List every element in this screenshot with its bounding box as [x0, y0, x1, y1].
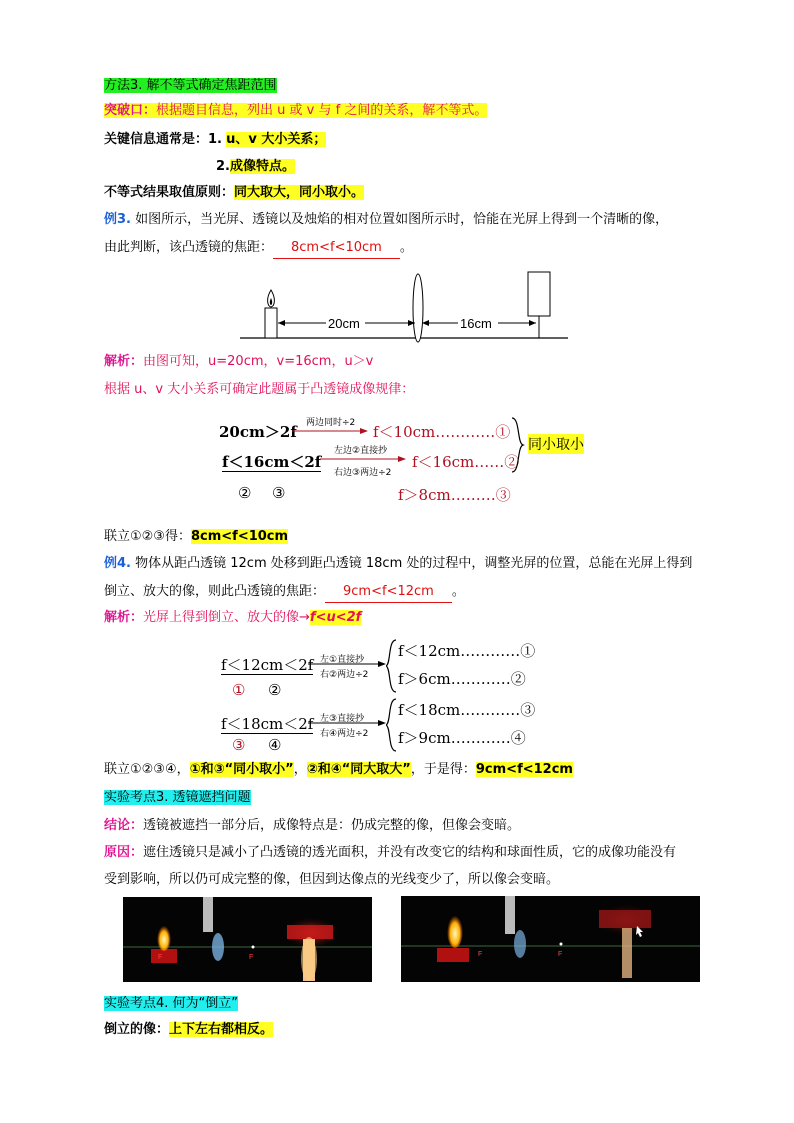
ineq1-arrow [292, 427, 370, 435]
experiment4-title: 实验考点4. 何为“倒立” [104, 996, 239, 1011]
ineqA-r1: f＜12cm…………① [398, 642, 536, 660]
example4-text-1: 例4. 物体从距凸透镜 12cm 处移到距凸透镜 18cm 处的过程中，调整光屏的位置，总能在光屏上得到 [104, 556, 693, 571]
breakthrough-label: 突破口： [104, 103, 157, 118]
breakthrough-text: 根据题目信息，列出 u 或 v 与 f 之间的关系，解不等式。 [156, 103, 488, 118]
note-same-small: 同小取小 [528, 434, 584, 454]
ineqB-arrow-bottom: 右④两边÷2 [320, 729, 369, 739]
candle-lens-screen-diagram [240, 268, 570, 344]
ineqB-r2: f＞9cm…………④ [398, 729, 526, 747]
experiment3-reason-1: 原因：遮住透镜只是减小了凸透镜的透光面积，并没有改变它的结构和球面性质，它的成像功能没有 [104, 845, 677, 860]
marker-2: ② [238, 484, 252, 502]
svg-text:F: F [478, 951, 483, 958]
example3-combine: 联立①②③得：8cm<f<10cm [104, 529, 289, 544]
svg-text:F: F [249, 954, 254, 961]
ineq1-arrow-label: 两边同时÷2 [306, 418, 356, 428]
principle-line: 不等式结果取值原则：同大取大，同小取小。 [104, 185, 365, 200]
ineqB-left: f＜18cm＜2f [221, 715, 314, 733]
ineq2-right: f＜16cm……② [412, 453, 520, 471]
distance-20cm: 20cm [328, 316, 360, 331]
ineqB-m2: ④ [268, 736, 282, 754]
ineq2-arrow-bottom: 右边③两边÷2 [334, 468, 392, 478]
example4-answer: 9cm<f<12cm [325, 582, 452, 603]
experiment3-title: 实验考点3. 透镜遮挡问题 [104, 790, 251, 805]
svg-text:F: F [558, 951, 563, 958]
example3-analysis: 解析：由图可知，u=20cm，v=16cm，u＞v [104, 354, 374, 369]
example3-answer: 8cm<f<10cm [273, 238, 400, 259]
ineq3-right: f＞8cm………③ [398, 486, 511, 504]
marker-3: ③ [272, 484, 286, 502]
example3-rule: 根据 u、v 大小关系可确定此题属于凸透镜成像规律： [104, 382, 415, 397]
ineqA-left: f＜12cm＜2f [221, 656, 314, 674]
ineqA-arrow-bottom: 右②两边÷2 [320, 670, 369, 680]
brace-b [386, 697, 398, 753]
ineqB-m1: ③ [232, 736, 246, 754]
example3-text-2: 由此判断，该凸透镜的焦距： 8cm<f<10cm 。 [104, 238, 413, 258]
example4-combine: 联立①②③④，①和③“同小取小”，②和④“同大取大”，于是得：9cm<f<12cm [104, 762, 573, 777]
example4-combine-answer: 9cm<f<12cm [475, 762, 573, 777]
brace-a [386, 638, 398, 694]
distance-16cm: 16cm [460, 316, 492, 331]
experiment3-conclusion: 结论：透镜被遮挡一部分后，成像特点是：仍成完整的像，但像会变暗。 [104, 818, 521, 833]
ineqA-arrow [308, 660, 388, 668]
brace [510, 416, 526, 474]
ineqA-arrow-top: 左①直接抄 [320, 655, 365, 665]
ineqA-r2: f＞6cm…………② [398, 670, 526, 688]
ineq2-arrow [320, 455, 408, 463]
example3-combine-answer: 8cm<f<10cm [190, 529, 289, 544]
key-info-2: 成像特点。 [229, 159, 295, 174]
example4-analysis: 解析：光屏上得到倒立、放大的像→f<u<2f [104, 610, 362, 625]
experiment-photo-right [401, 896, 700, 982]
ineqA-m1: ① [232, 681, 246, 699]
ineqB-arrow-top: 左③直接抄 [320, 714, 365, 724]
experiment4-line: 倒立的像：上下左右都相反。 [104, 1022, 274, 1037]
breakthrough-line [104, 101, 487, 121]
ineqA-m2: ② [268, 681, 282, 699]
example3-text-1: 例3. 如图所示，当光屏、透镜以及烛焰的相对位置如图所示时，恰能在光屏上得到一个清晰的像， [104, 212, 669, 227]
key-info-line-2: 2.成像特点。 [216, 159, 295, 174]
experiment-photo-left [123, 897, 372, 982]
experiment4-text: 上下左右都相反。 [169, 1022, 274, 1037]
ineq1-left: 20cm＞2f [219, 423, 297, 441]
ineqB-r1: f＜18cm…………③ [398, 701, 536, 719]
key-info-1: u、v 大小关系； [226, 132, 327, 147]
key-info-line: 关键信息通常是：1. u、v 大小关系； [104, 132, 327, 147]
method-title: 方法3. 解不等式确定焦距范围 [104, 78, 277, 93]
example4-text-2: 倒立、放大的像，则此凸透镜的焦距： 9cm<f<12cm 。 [104, 582, 465, 602]
ineq2-left: f＜16cm＜2f [222, 453, 322, 471]
principle: 同大取大，同小取小。 [234, 185, 365, 200]
svg-text:F: F [158, 954, 163, 961]
ineq2-arrow-top: 左边②直接抄 [334, 446, 388, 456]
ineq1-right: f＜10cm…………① [373, 423, 511, 441]
experiment3-reason-2: 受到影响，所以仍可成完整的像，但因到达像点的光线变少了，所以像会变暗。 [104, 872, 560, 887]
ineqB-arrow [308, 719, 388, 727]
